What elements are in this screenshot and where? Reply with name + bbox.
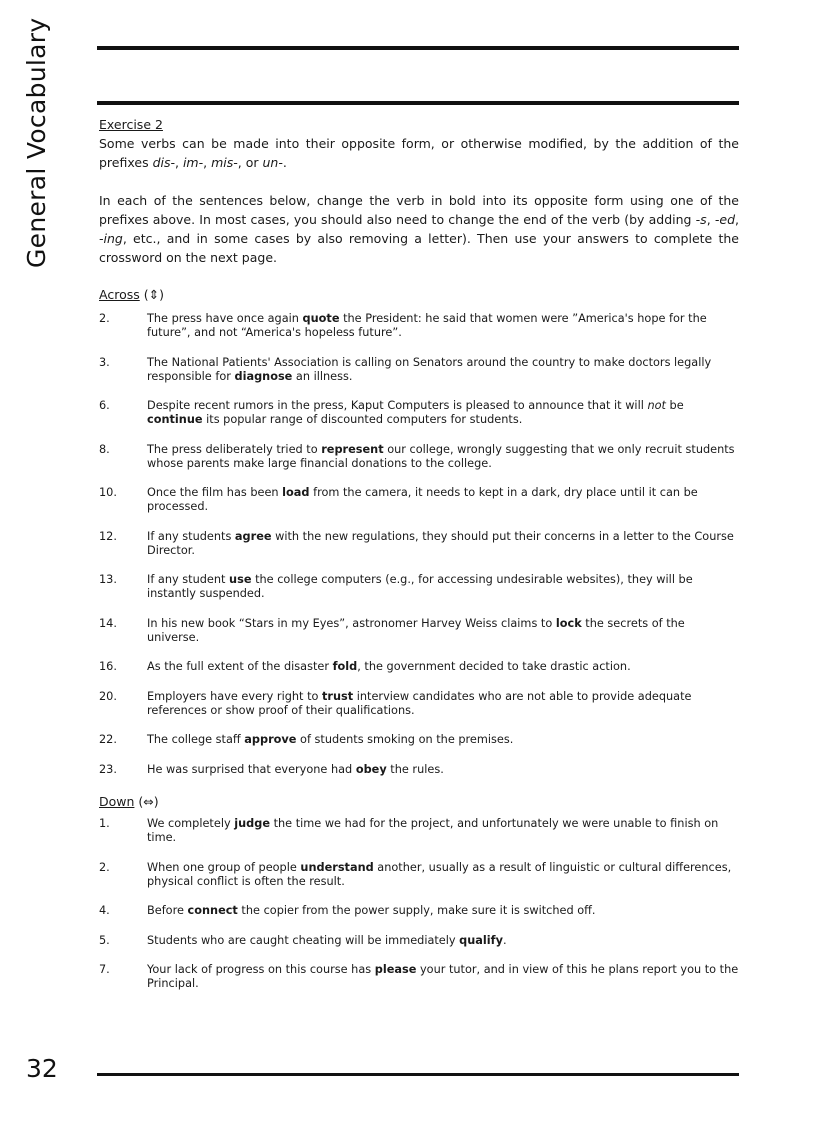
clue-item: 14. In his new book “Stars in my Eyes”, astronomer Harvey Weiss claims to lock the secrets of the universe.	[99, 616, 685, 644]
top-rule	[97, 46, 739, 50]
instructions-paragraph: In each of the sentences below, change the verb in bold into its opposite form using one of the prefixes above. In most cases, you should also need to change the end of the verb (by adding -s, -ed, -ing, etc., and in some cases by also removing a letter). Then use your answers to complete the crossword on the next page.	[99, 193, 739, 265]
clue-item: 2. When one group of people understand another, usually as a result of linguistic or cultural differences, physical conflict is often the result.	[99, 860, 732, 888]
clue-item: 20. Employers have every right to trust interview candidates who are not able to provide adequate references or show proof of their qualifications.	[99, 689, 692, 717]
clue-item: 4. Before connect the copier from the power supply, make sure it is switched off.	[99, 904, 596, 917]
across-list	[99, 312, 739, 777]
clue-item: 8. The press deliberately tried to represent our college, wrongly suggesting that we only recruit students whose parents make large financial donations to the college.	[99, 442, 735, 470]
clue-item: 23. He was surprised that everyone had obey the rules.	[99, 762, 444, 776]
clue-item: 3. The National Patients' Association is calling on Senators around the country to make doctors legally responsible for diagnose an illness.	[99, 355, 712, 383]
footer-rule	[97, 1073, 739, 1076]
clue-item: 13. If any student use the college computers (e.g., for accessing undesirable websites), they will be instantly suspended.	[99, 573, 693, 600]
clue-item: 2. The press have once again quote the President: he said that women were ”America's hope for the future”, and not “America's hopeless future”.	[99, 312, 707, 339]
clue-item: 5. Students who are caught cheating will be immediately qualify.	[99, 933, 507, 947]
down-heading: Down (⇔)	[99, 794, 159, 809]
exercise-content	[99, 115, 739, 1007]
header-rule	[97, 101, 739, 105]
horizontal-arrow-icon: (⇔)	[138, 794, 159, 809]
vertical-arrow-icon: (⇕)	[143, 287, 164, 302]
clue-item: 10. Once the film has been load from the camera, it needs to kept in a dark, dry place until it can be processed.	[99, 486, 698, 513]
intro-paragraph: Some verbs can be made into their opposite form, or otherwise modified, by the addition of the prefixes dis-, im-, mis-, or un-.	[99, 136, 739, 170]
page-number: 32	[26, 1054, 58, 1083]
clue-item: 12. If any students agree with the new regulations, they should put their concerns in a letter to the Course Director.	[99, 529, 734, 557]
clue-item: 16. As the full extent of the disaster fold, the government decided to take drastic action.	[99, 660, 631, 673]
side-title: General Vocabulary	[22, 17, 51, 268]
down-list	[99, 817, 739, 991]
clue-item: 6. Despite recent rumors in the press, Kaput Computers is pleased to announce that it will not be continue its popular range of discounted computers for students.	[99, 399, 684, 426]
across-heading: Across (⇕)	[99, 287, 164, 302]
clue-item: 1. We completely judge the time we had for the project, and unfortunately we were unable to finish on time.	[99, 817, 719, 844]
clue-item: 22. The college staff approve of students smoking on the premises.	[99, 733, 514, 746]
exercise-title: Exercise 2	[99, 117, 163, 132]
clue-item: 7. Your lack of progress on this course has please your tutor, and in view of this he plans report you to the Principal.	[99, 963, 739, 990]
